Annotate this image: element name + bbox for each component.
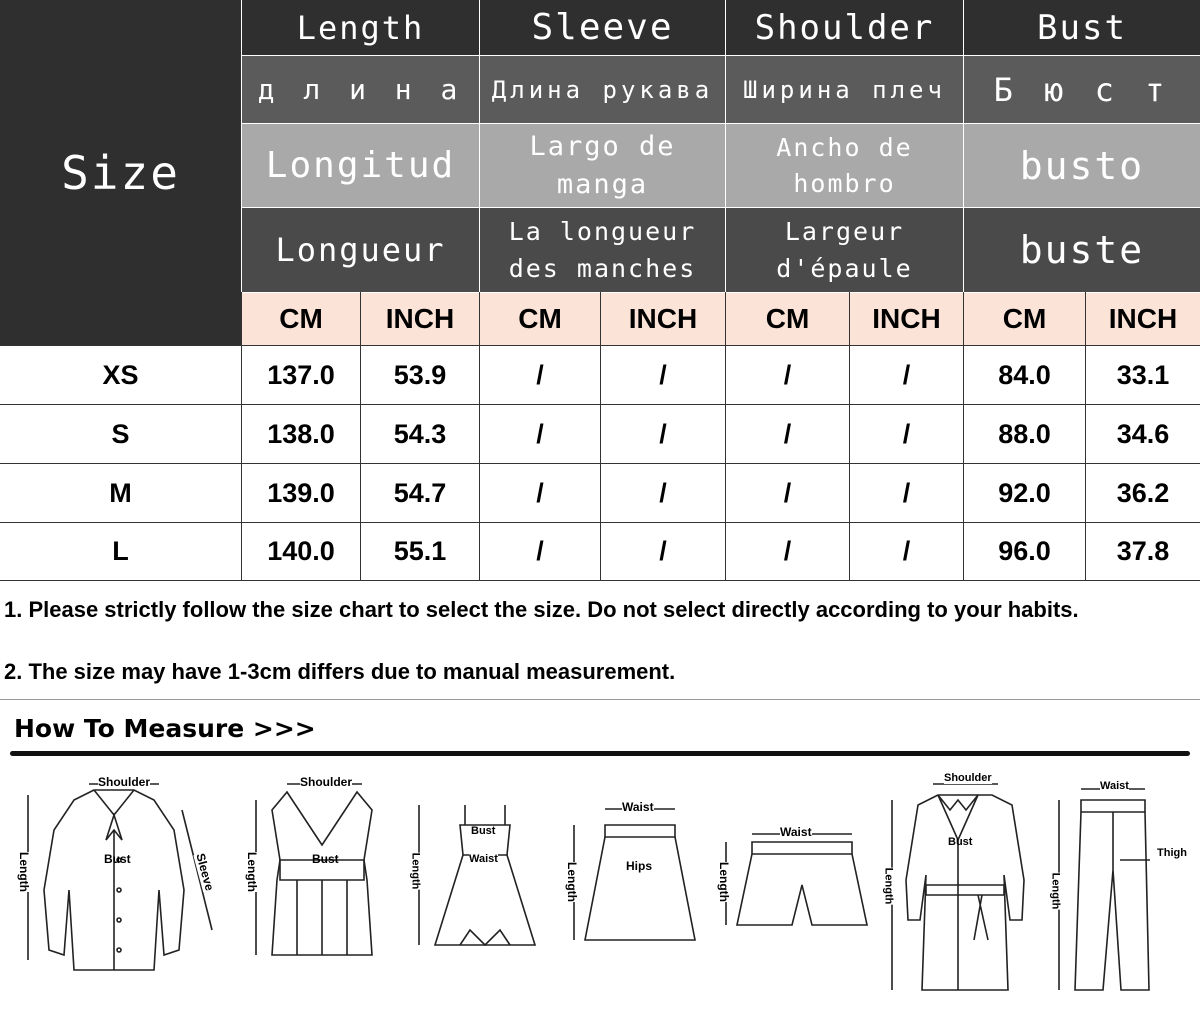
table-cell: 138.0 <box>242 405 360 463</box>
unit-cell: INCH <box>1086 293 1200 345</box>
col-bust-fr: buste <box>964 208 1200 292</box>
table-cell: 55.1 <box>361 523 479 580</box>
table-cell: / <box>850 346 963 404</box>
divider <box>479 292 480 580</box>
note-2: 2. The size may have 1-3cm differs due to manual measurement. <box>4 659 676 684</box>
size-l: L <box>0 523 241 580</box>
divider <box>600 292 601 580</box>
divider <box>241 292 242 580</box>
col-length-es: Longitud <box>242 124 479 207</box>
col-sleeve-fr: La longueur des manches <box>480 208 725 292</box>
table-cell: 137.0 <box>242 346 360 404</box>
table-cell: 140.0 <box>242 523 360 580</box>
table-cell: 33.1 <box>1086 346 1200 404</box>
table-cell: / <box>601 346 725 404</box>
col-length-fr: Longueur <box>242 208 479 292</box>
unit-cell: INCH <box>850 293 963 345</box>
table-cell: 84.0 <box>964 346 1085 404</box>
blouse-icon <box>14 770 219 985</box>
table-cell: / <box>480 405 600 463</box>
size-header <box>0 0 241 345</box>
figure-label: Bust <box>312 852 339 866</box>
figure-label: Length <box>882 867 895 905</box>
col-sleeve-es: Largo de manga <box>480 124 725 207</box>
figure-label: Waist <box>469 853 498 865</box>
title-underline <box>10 751 1190 756</box>
figure-label: Shoulder <box>98 775 151 789</box>
col-sleeve-ru: Длина рукава <box>480 56 725 123</box>
divider <box>725 292 726 580</box>
table-cell: / <box>726 346 849 404</box>
table-cell: 34.6 <box>1086 405 1200 463</box>
divider <box>0 580 1200 581</box>
unit-cell: CM <box>242 293 360 345</box>
col-shoulder-en: Shoulder <box>726 0 963 55</box>
figure-label: Waist <box>622 800 654 814</box>
col-bust-ru: Б ю с т <box>964 56 1200 123</box>
col-shoulder-ru: Ширина плеч <box>726 56 963 123</box>
unit-cell: INCH <box>361 293 479 345</box>
how-to-measure-title: How To Measure >>> <box>14 714 316 743</box>
table-cell: 36.2 <box>1086 464 1200 522</box>
table-cell: 54.3 <box>361 405 479 463</box>
figure-label: Bust <box>948 836 973 848</box>
note-1: 1. Please strictly follow the size chart to select the size. Do not select directly according to your habits. <box>4 597 1079 622</box>
unit-cell: INCH <box>601 293 725 345</box>
figure-label: Waist <box>780 825 812 839</box>
col-sleeve-en: Sleeve <box>480 0 725 55</box>
col-length-ru: д л и н а <box>242 56 479 123</box>
figure-label: Length <box>245 852 259 892</box>
table-cell: / <box>480 523 600 580</box>
size-m: M <box>0 464 241 522</box>
table-cell: 92.0 <box>964 464 1085 522</box>
divider <box>1085 292 1086 580</box>
divider <box>849 292 850 580</box>
table-cell: / <box>850 405 963 463</box>
table-cell: 96.0 <box>964 523 1085 580</box>
col-shoulder-es: Ancho de hombro <box>726 124 963 207</box>
table-cell: / <box>726 523 849 580</box>
table-cell: / <box>601 523 725 580</box>
divider <box>360 292 361 580</box>
table-cell: / <box>726 405 849 463</box>
table-cell: / <box>850 464 963 522</box>
size-header-label: Size <box>61 145 180 200</box>
table-cell: 139.0 <box>242 464 360 522</box>
figure-label: Bust <box>104 852 131 866</box>
col-bust-en: Bust <box>964 0 1200 55</box>
figure-label: Length <box>409 852 422 890</box>
figure-label: Length <box>565 862 579 902</box>
table-cell: / <box>601 405 725 463</box>
size-xs: XS <box>0 346 241 404</box>
figure-label: Bust <box>471 825 496 837</box>
table-cell: 54.7 <box>361 464 479 522</box>
table-cell: 37.8 <box>1086 523 1200 580</box>
table-cell: 88.0 <box>964 405 1085 463</box>
figure-label: Hips <box>626 859 653 873</box>
unit-cell: CM <box>480 293 600 345</box>
divider <box>963 292 964 580</box>
figure-label: Sleeve <box>193 851 217 893</box>
divider <box>0 699 1200 700</box>
tank-top-icon <box>242 770 392 970</box>
coat-icon <box>878 770 1038 1000</box>
figure-label: Shoulder <box>944 772 992 784</box>
col-bust-es: busto <box>964 124 1200 207</box>
table-cell: / <box>850 523 963 580</box>
size-s: S <box>0 405 241 463</box>
pants-icon <box>1045 775 1195 1000</box>
shorts-icon <box>712 820 872 940</box>
table-cell: 53.9 <box>361 346 479 404</box>
figure-label: Waist <box>1100 780 1129 792</box>
table-cell: / <box>480 346 600 404</box>
figure-label: Length <box>17 852 31 892</box>
table-cell: / <box>726 464 849 522</box>
skirt-icon <box>560 795 700 955</box>
figure-label: Length <box>1049 872 1062 910</box>
figure-label: Thigh <box>1157 847 1187 859</box>
col-shoulder-fr: Largeur d'épaule <box>726 208 963 292</box>
unit-cell: CM <box>726 293 849 345</box>
figure-label: Shoulder <box>300 775 353 789</box>
unit-cell: CM <box>964 293 1085 345</box>
col-length-en: Length <box>242 0 479 55</box>
table-cell: / <box>480 464 600 522</box>
dress-icon <box>405 795 550 965</box>
table-cell: / <box>601 464 725 522</box>
figure-label: Length <box>717 862 731 902</box>
